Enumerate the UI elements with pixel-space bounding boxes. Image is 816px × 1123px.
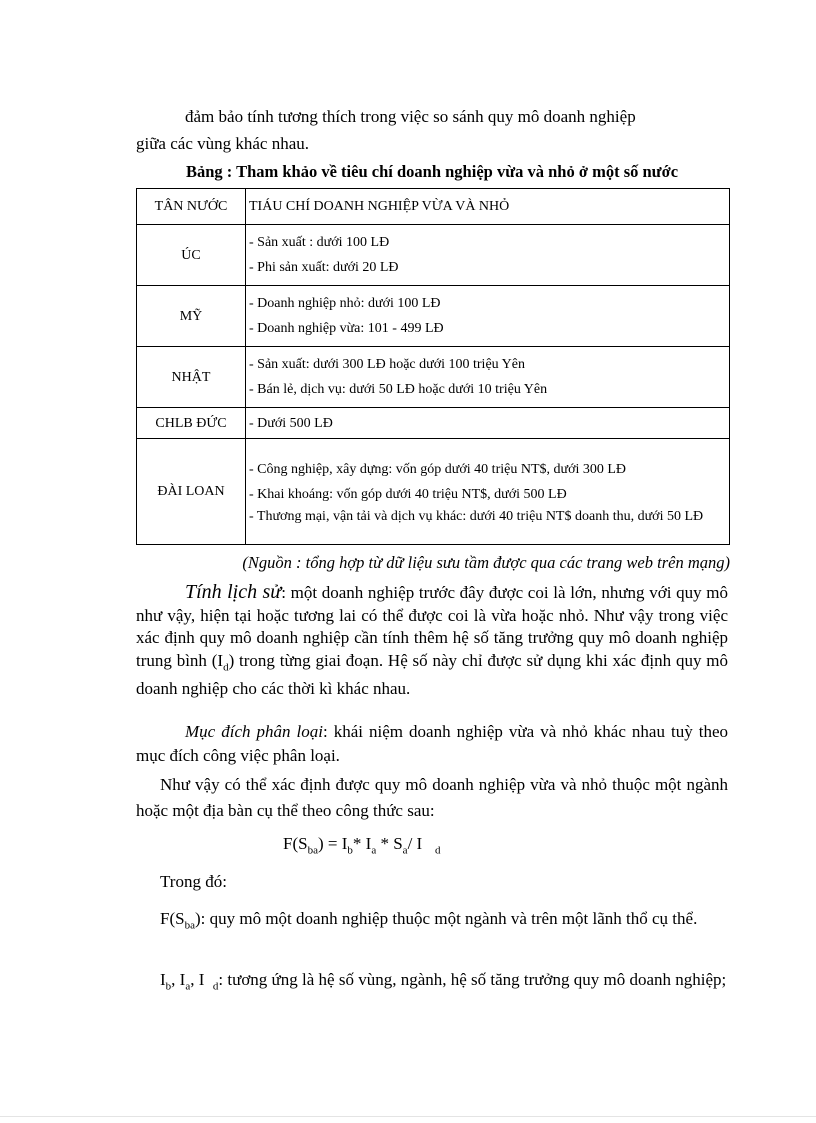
purpose-term: Mục đích phân loại — [185, 722, 323, 741]
table-title: Bảng : Tham khảo về tiêu chí doanh nghiệp vừa và nhỏ ở một số nước — [185, 162, 679, 181]
country-cell: ÚC — [137, 225, 246, 286]
history-term: Tính lịch sử — [185, 581, 282, 603]
purpose-text: : khái niệm doanh nghiệp vừa và nhỏ khác nhau tuỳ theo mục đích công việc phân loại. — [136, 722, 729, 765]
header-country: TÂN NƯỚC — [137, 189, 246, 225]
country-cell: NHẬT — [137, 347, 246, 408]
criteria-cell — [246, 439, 730, 545]
intro-line-1: đảm bảo tính tương thích trong việc so sánh quy mô doanh nghiệp — [185, 107, 636, 126]
history-text: : một doanh nghiệp trước đây được coi là lớn, nhưng với quy mô như vậy, hiện tại hoặc tương lai có thể được coi là vừa hoặc nhỏ. Như vậy trong việc xác định quy mô doanh nghiệp cần tính thêm hệ số tăng trưởng quy mô doanh nghiệp trung bình (I — [136, 583, 728, 670]
table-row — [137, 408, 730, 439]
criteria-cell — [246, 347, 730, 408]
table-row — [137, 225, 730, 286]
intro-line-2: giữa các vùng khác nhau. — [136, 134, 310, 153]
conclusion-paragraph: Như vậy có thể xác định được quy mô doanh nghiệp vừa và nhỏ thuộc một ngành hoặc một địa bàn cụ thể theo công thức sau: — [136, 775, 728, 820]
criteria-item: - Sản xuất : dưới 100 LĐ — [249, 235, 390, 250]
history-sub: d — [223, 660, 229, 673]
criteria-item: - Sản xuất: dưới 300 LĐ hoặc dưới 100 triệu Yên — [249, 357, 525, 372]
formula: $F(S_{ba}) = I_b*$ $I_a * S_a/$ I $_d$ — [283, 834, 441, 857]
header-criteria: TIÁU CHÍ DOANH NGHIỆP VỪA VÀ NHỎ — [246, 189, 730, 225]
table-row — [137, 347, 730, 408]
history-text-2: ) trong từng giai đoạn. Hệ số này chỉ được sử dụng khi xác định quy mô doanh nghiệp cho các thời kì khác nhau. — [136, 650, 728, 699]
table-row — [137, 439, 730, 545]
definition-f: $F(S_{ba})$: quy mô một doanh nghiệp thuộc một ngành và trên một lãnh thổ cụ thể. — [160, 909, 698, 932]
table-source: (Nguồn : tổng hợp từ dữ liệu sưu tầm được qua các trang web trên mạng) — [242, 553, 730, 572]
country-cell: ĐÀI LOAN — [137, 439, 246, 545]
history-paragraph — [136, 581, 728, 701]
criteria-item: - Bán lẻ, dịch vụ: dưới 50 LĐ hoặc dưới 10 triệu Yên — [249, 382, 548, 397]
sme-criteria-table — [136, 188, 730, 545]
purpose-paragraph — [136, 720, 728, 768]
criteria-item: - Doanh nghiệp vừa: 101 - 499 LĐ — [249, 321, 444, 336]
criteria-item: - Khai khoáng: vốn góp dưới 40 triệu NT$, dưới 500 LĐ — [249, 487, 567, 502]
criteria-cell — [246, 408, 730, 439]
country-cell: CHLB ĐỨC — [137, 408, 246, 439]
definition-i: $I_b$, $I_a$, I $_d$: tương ứng là hệ số vùng, ngành, hệ số tăng trưởng quy mô doanh nghiệp; — [160, 970, 727, 993]
criteria-item: - Thương mại, vận tải và dịch vụ khác: dưới 40 triệu NT$ doanh thu, dưới 50 LĐ — [249, 509, 704, 524]
table-header-row — [137, 189, 730, 225]
criteria-item: - Doanh nghiệp nhỏ: dưới 100 LĐ — [249, 296, 441, 311]
where-label: Trong đó: — [160, 872, 227, 891]
criteria-cell — [246, 286, 730, 347]
country-cell: MỸ — [137, 286, 246, 347]
page-bottom-rule — [0, 1116, 816, 1117]
criteria-item: - Công nghiệp, xây dựng: vốn góp dưới 40 triệu NT$, dưới 300 LĐ — [249, 462, 627, 477]
criteria-item: - Dưới 500 LĐ — [249, 415, 333, 431]
table-row — [137, 286, 730, 347]
criteria-item: - Phi sản xuất: dưới 20 LĐ — [249, 260, 399, 275]
criteria-cell — [246, 225, 730, 286]
